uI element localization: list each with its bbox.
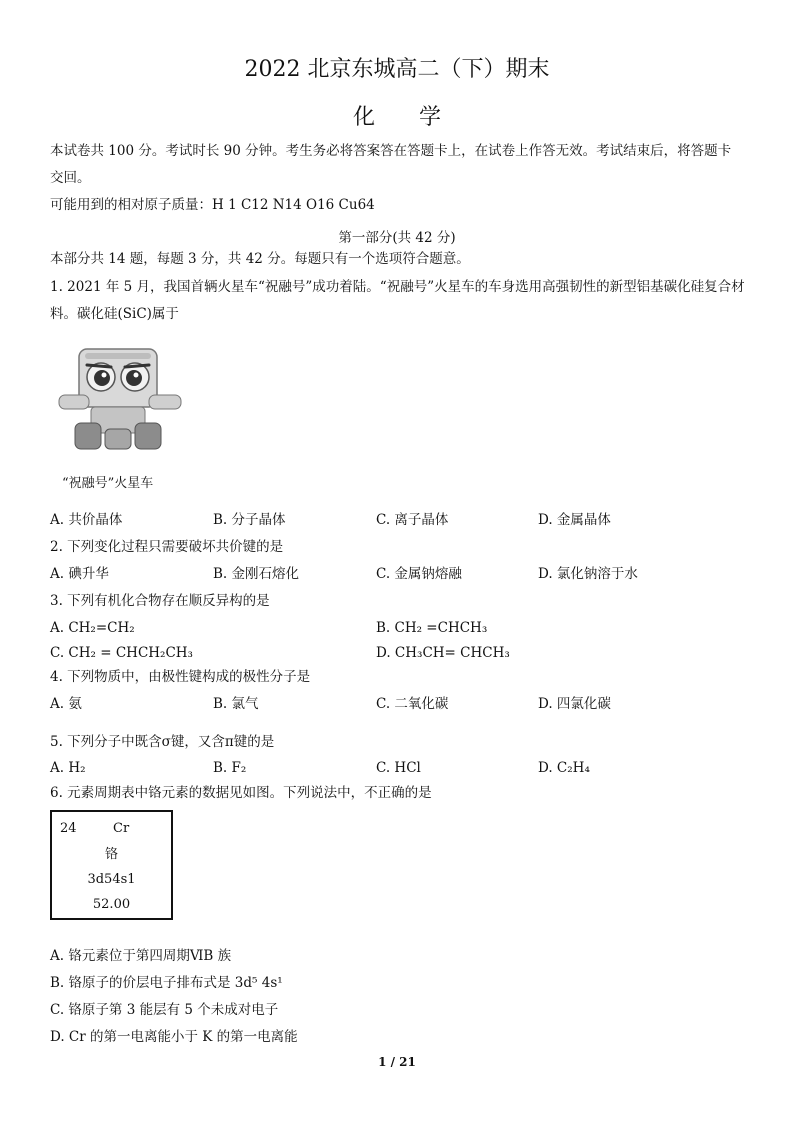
rover-caption: “祝融号”火星车 xyxy=(62,476,154,491)
chromium-element-box xyxy=(50,810,173,920)
element-atomic-number: 24 xyxy=(60,821,77,836)
question-4-option-d: D. 四氯化碳 xyxy=(538,696,611,712)
page-title: 2022 北京东城高二（下）期末 xyxy=(244,57,550,82)
element-config: 3d54s1 xyxy=(87,872,136,887)
question-6-stem: 6. 元素周期表中铬元素的数据见如图。下列说法中，不正确的是 xyxy=(50,785,432,801)
question-1-option-b: B. 分子晶体 xyxy=(213,512,286,528)
question-2-option-c: C. 金属钠熔融 xyxy=(376,566,462,582)
question-3-option-c: C. CH₂ = CHCH₂CH₃ xyxy=(50,645,193,661)
question-1-option-c: C. 离子晶体 xyxy=(376,512,449,528)
question-6-option-a: A. 铬元素位于第四周期ⅥB 族 xyxy=(50,948,232,964)
mars-rover-image xyxy=(55,345,195,455)
question-4-option-b: B. 氯气 xyxy=(213,696,259,712)
question-1-option-d: D. 金属晶体 xyxy=(538,512,611,528)
question-4-stem: 4. 下列物质中，由极性键构成的极性分子是 xyxy=(50,669,311,685)
question-4-option-c: C. 二氧化碳 xyxy=(376,696,449,712)
intro-line-2: 交回。 xyxy=(50,170,91,186)
element-symbol: Cr xyxy=(113,821,130,836)
question-6-option-b: B. 铬原子的价层电子排布式是 3d⁵ 4s¹ xyxy=(50,975,283,991)
question-5-option-c: C. HCl xyxy=(376,760,421,776)
question-1-stem-line-2: 料。碳化硅(SiC)属于 xyxy=(50,306,179,322)
question-3-option-d: D. CH₃CH= CHCH₃ xyxy=(376,645,510,661)
question-5-option-b: B. F₂ xyxy=(213,760,247,776)
question-3-option-b: B. CH₂ =CHCH₃ xyxy=(376,620,488,636)
intro-line-1: 本试卷共 100 分。考试时长 90 分钟。考生务必将答案答在答题卡上，在试卷上作答无效。考试结束后，将答题卡 xyxy=(50,143,732,159)
page-number: 1 / 21 xyxy=(378,1055,416,1069)
question-6-option-c: C. 铬原子第 3 能层有 5 个未成对电子 xyxy=(50,1002,279,1018)
part-title: 第一部分(共 42 分) xyxy=(338,230,456,246)
question-2-option-a: A. 碘升华 xyxy=(50,566,109,582)
atomic-mass-line: 可能用到的相对原子质量：H 1 C12 N14 O16 Cu64 xyxy=(50,197,375,213)
part-description: 本部分共 14 题，每题 3 分，共 42 分。每题只有一个选项符合题意。 xyxy=(50,251,470,267)
element-mass: 52.00 xyxy=(92,897,131,912)
question-1-stem-line-1: 1. 2021 年 5 月，我国首辆火星车“祝融号”成功着陆。“祝融号”火星车的车身选用高强韧性的新型铝基碳化硅复合材 xyxy=(50,279,745,295)
question-5-stem: 5. 下列分子中既含σ键，又含π键的是 xyxy=(50,734,275,750)
question-1-option-a: A. 共价晶体 xyxy=(50,512,123,528)
question-4-option-a: A. 氨 xyxy=(50,696,82,712)
question-3-stem: 3. 下列有机化合物存在顺反异构的是 xyxy=(50,593,270,609)
question-2-option-d: D. 氯化钠溶于水 xyxy=(538,566,638,582)
question-2-option-b: B. 金刚石熔化 xyxy=(213,566,300,582)
question-5-option-a: A. H₂ xyxy=(50,760,86,776)
question-3-option-a: A. CH₂=CH₂ xyxy=(50,620,135,636)
question-6-option-d: D. Cr 的第一电离能小于 K 的第一电离能 xyxy=(50,1029,298,1045)
question-2-stem: 2. 下列变化过程只需要破坏共价键的是 xyxy=(50,539,284,555)
subject-title: 化 学 xyxy=(352,105,441,130)
question-5-option-d: D. C₂H₄ xyxy=(538,760,590,776)
element-name: 铬 xyxy=(104,847,118,862)
